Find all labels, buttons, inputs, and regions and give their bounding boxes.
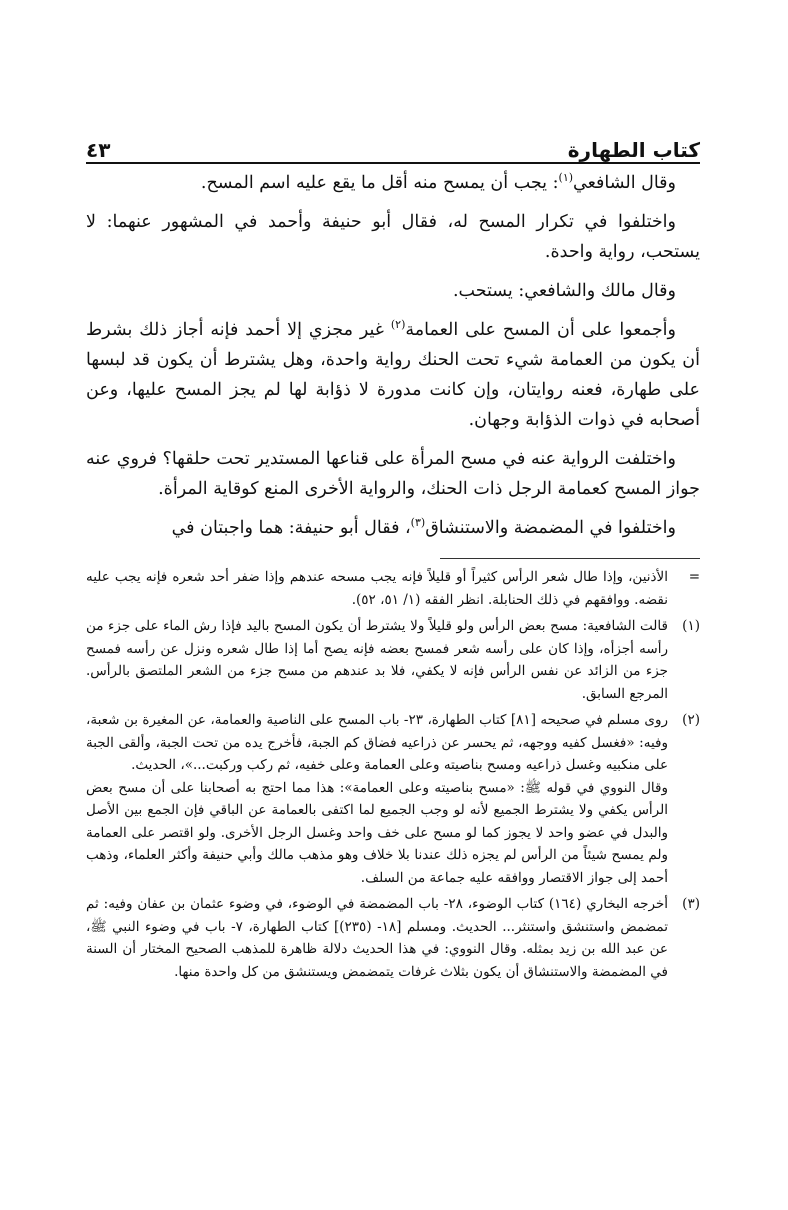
footnote-marker: (٣) (682, 896, 700, 912)
main-text (86, 168, 700, 552)
paragraph: وقال مالك والشافعي: يستحب. (452, 281, 676, 301)
footnotes (86, 566, 700, 987)
paragraph-text: واختلفوا في المضمضة والاستنشاق (425, 518, 676, 538)
chapter-title: كتاب الطهارة (567, 138, 700, 162)
footnote-reference: (٢) (390, 318, 406, 332)
paragraph: واختلفت الرواية عنه في مسح المرأة على قناعها المستدير تحت حلقها؟ فروي عنه جواز المسح كعمامة الرجل ذات الحنك، والرواية الأخرى المنع كوقاية المرأة. (86, 449, 700, 499)
footnote-reference: (٣) (410, 516, 426, 530)
footnote-paragraph: روى مسلم في صحيحه [٨١] كتاب الطهارة، ٢٣- باب المسح على الناصية والعمامة، عن المغيرة بن شعبة، وفيه: «فغسل كفيه ووجهه، ثم يحسر عن ذراعيه فضاق كم الجبة، فأخرج يده من تحت الجبة، وألقى الجبة على منكبيه وغسل ذراعيه ومسح بناصيته وعلى العمامة وعلى خفيه، ثم ركب وركبت...»، الحديث. (86, 712, 668, 773)
footnote-reference: (١) (558, 171, 574, 185)
paragraph: واختلفوا في تكرار المسح له، فقال أبو حنيفة وأحمد في المشهور عنهما: لا يستحب، رواية واحدة. (86, 212, 700, 262)
footnote-paragraph: وقال النووي في قوله ﷺ: «مسح بناصيته وعلى العمامة»: هذا مما احتج به أصحابنا على أن مسح بعض الرأس يكفي ولا يشترط الجميع لأنه لو وجب الجميع لما اكتفى بالعمامة عن الباقي فإن الجمع بين الأصل والبدل في عضو واحد لا يجوز كما لو مسح على خف واحد وغسل الرجل الأخرى. ولو اقتصر على العمامة ولم يمسح شيئاً من الرأس لم يجزه ذلك عندنا بلا خلاف وهو مذهب مالك وأبي حنيفة وأكثر العلماء، وذهب أحمد إلى جواز الاقتصار ووافقه عليه جماعة من السلف. (86, 779, 668, 886)
footnote-marker: = (688, 569, 700, 585)
running-head (86, 128, 700, 162)
footnote-continued (86, 566, 700, 611)
footnote-text: الأذنين، وإذا طال شعر الرأس كثيراً أو قليلاً فإنه يجب مسحه عندهم وإذا ضفر أحد شعره فإنه يجب عليه نقضه. ووافقهم في ذلك الحنابلة. انظر الفقه (١/ ٥١، ٥٢). (86, 569, 668, 608)
header-rule (86, 162, 700, 164)
paragraph-text: غير مجزي إلا أحمد فإنه أجاز ذلك بشرط أن يكون من العمامة شيء تحت الحنك رواية واحدة، وهل يشترط أن يكون قد لبسها على طهارة، فعنه روايتان، وإن كانت مدورة لا ذؤابة لها لم يجز المسح عليها، وعن أصحابه في ذوات الذؤابة وجهان. (86, 320, 700, 430)
paragraph (86, 513, 700, 543)
paragraph-text: وأجمعوا على أن المسح على العمامة (405, 320, 676, 340)
paragraph-text: ، فقال أبو حنيفة: هما واجبتان في (171, 518, 411, 538)
footnote-text: أخرجه البخاري (١٦٤) كتاب الوضوء، ٢٨- باب المضمضة في الوضوء، في وضوء عثمان بن عفان وفيه: ثم تمضمض واستنشق واستنثر... الحديث. ومسلم [١٨- (٢٣٥)] كتاب الطهارة، ٧- باب في وضوء النبي ﷺ، عن عبد الله بن زيد بمثله. وقال النووي: في هذا الحديث دلالة ظاهرة للمذهب الصحيح المختار أن السنة في المضمضة والاستنشاق أن يكون بثلاث غرفات يتمضمض ويستنشق من كل واحدة منها. (86, 896, 668, 980)
page-number: ٤٣ (86, 138, 111, 162)
footnote-rule (440, 558, 700, 559)
footnote-2 (86, 709, 700, 889)
footnote-marker: (٢) (682, 712, 700, 728)
footnote-text (86, 709, 668, 889)
footnote-text: قالت الشافعية: مسح بعض الرأس ولو قليلاً ولا يشترط أن يكون المسح باليد فإذا رش الماء على جزء من رأسه أجزأه، وإذا كان على رأسه شعر فمسح بعضه فإنه يصح أما إذا طال شعره ونزل عن رأسه فمسح جزء من الزائد عن نفس الرأس فإنه لا يكفي، فلا بد عندهم من مسح جزء من الشعر الملتصق بالرأس. المرجع السابق. (86, 618, 668, 702)
footnote-1 (86, 615, 700, 705)
footnote-marker: (١) (682, 618, 700, 634)
paragraph (86, 315, 700, 435)
paragraph-text: وقال الشافعي (573, 173, 676, 193)
footnote-3 (86, 893, 700, 983)
paragraph-text: : يجب أن يمسح منه أقل ما يقع عليه اسم المسح. (200, 173, 559, 193)
paragraph (86, 168, 700, 198)
